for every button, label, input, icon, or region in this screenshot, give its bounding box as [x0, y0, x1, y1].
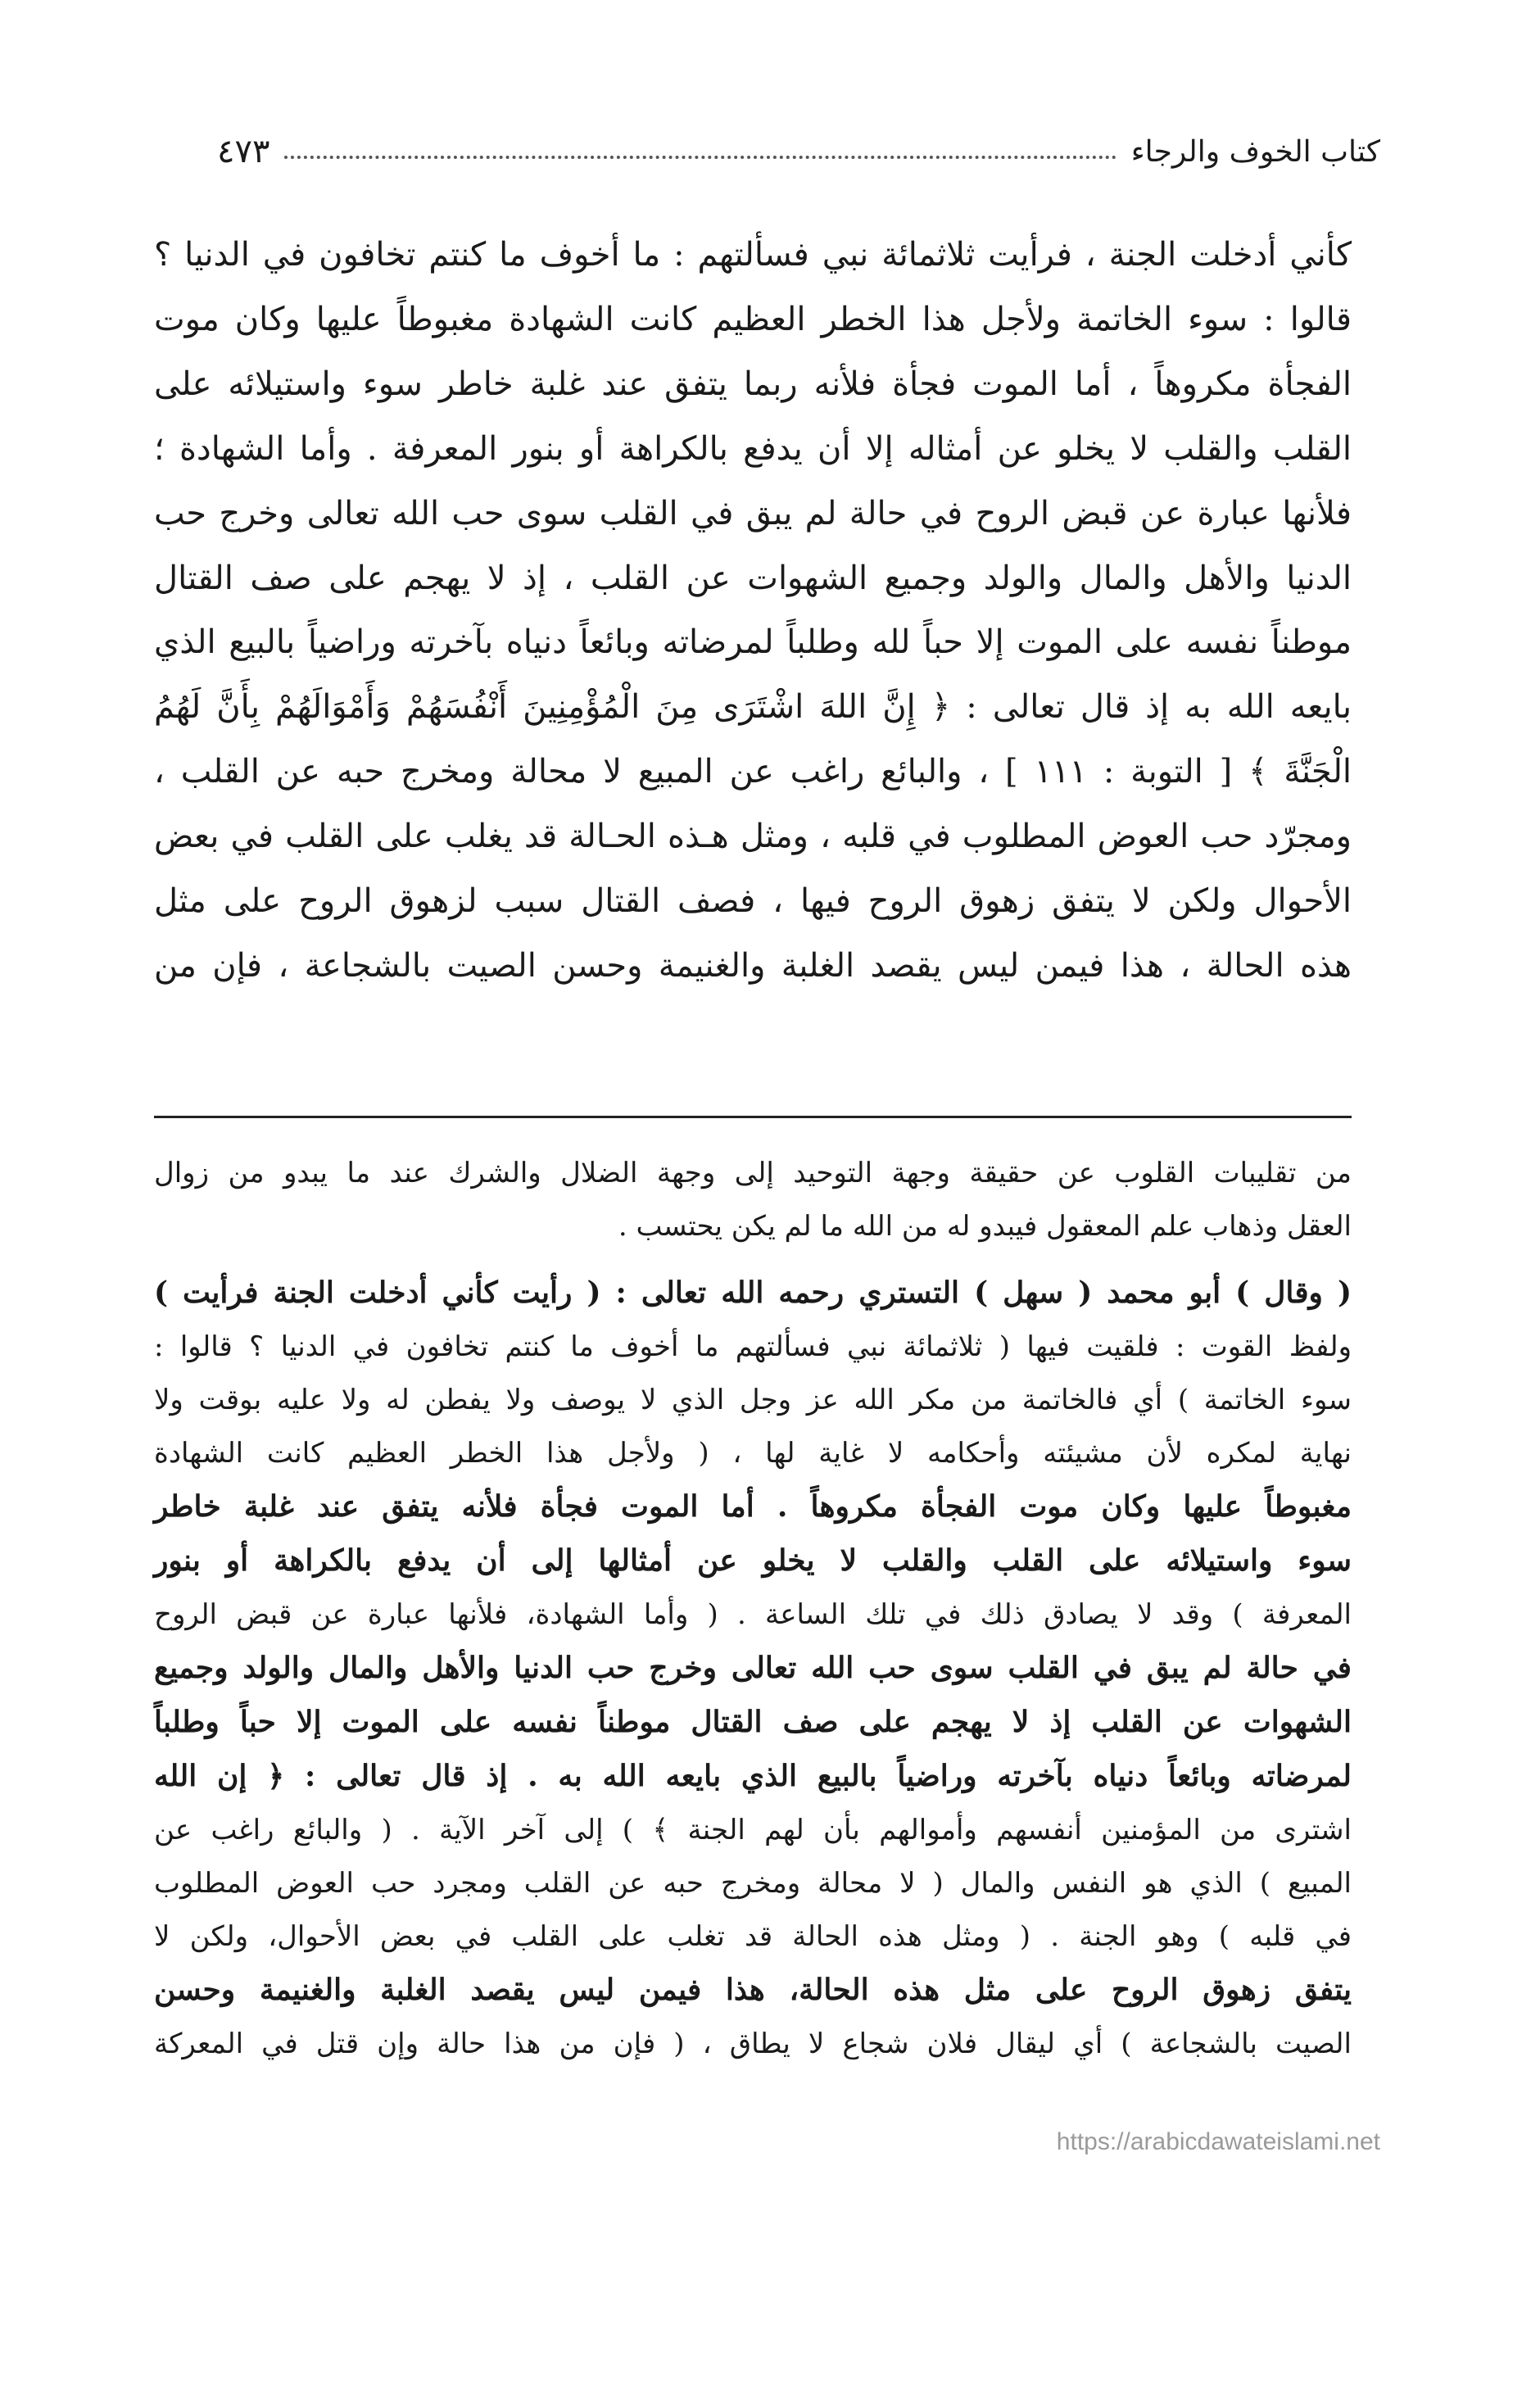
- main-line: فلأنها عبارة عن قبض الروح في حالة لم يبق في القلب سوى حب الله تعالى وخرج حب: [154, 494, 1352, 532]
- footnote-carry-line: من تقليبات القلوب عن حقيقة وجهة التوحيد إلى وجهة الضلال والشرك عند ما يبدو من زوال: [154, 1157, 1352, 1189]
- commentary-line: اشترى من المؤمنين أنفسهم وأموالهم بأن لهم الجنة ﴾ ) إلى آخر الآية . ( والبائع راغب عن: [154, 1814, 1352, 1846]
- main-line: القلب والقلب لا يخلو عن أمثاله إلا أن يدفع بالكراهة أو بنور المعرفة . وأما الشهادة ؛: [154, 429, 1352, 468]
- commentary-line: ( وقال ) أبو محمد ( سهل ) التستري رحمه الله تعالى : ( رأيت كأني أدخلت الجنة فرأيت ): [154, 1275, 1352, 1310]
- commentary-line: سوء واستيلائه على القلب والقلب لا يخلو عن أمثالها إلى أن يدفع بالكراهة أو بنور: [154, 1543, 1352, 1578]
- commentary-line: ولفظ القوت : فلقيت فيها ( ثلاثمائة نبي فسألتهم ما أخوف ما كنتم تخافون في الدنيا ؟ قالوا :: [154, 1330, 1352, 1363]
- commentary-line: لمرضاته وبائعاً دنياه بآخرته وراضياً بالبيع الذي بايعه الله به . إذ قال تعالى : ﴿ إن الله: [154, 1759, 1352, 1793]
- commentary-line: الصيت بالشجاعة ) أي ليقال فلان شجاع لا يطاق ، ( فإن من هذا حالة وإن قتل في المعركة: [154, 2027, 1352, 2060]
- commentary-line: الشهوات عن القلب إذ لا يهجم على صف القتال موطناً نفسه على الموت إلا حباً وطلباً: [154, 1705, 1352, 1739]
- page-number: ٤٧٣: [217, 133, 270, 170]
- commentary-line: يتفق زهوق الروح على مثل هذه الحالة، هذا فيمن ليس يقصد الغلبة والغنيمة وحسن: [154, 1973, 1352, 2007]
- commentary-section: [154, 1147, 1352, 2071]
- commentary-line: في حالة لم يبق في القلب سوى حب الله تعالى وخرج حب الدنيا والأهل والمال والولد وجميع: [154, 1651, 1352, 1685]
- commentary-line: المعرفة ) وقد لا يصادق ذلك في تلك الساعة . ( وأما الشهادة، فلأنها عبارة عن قبض الروح: [154, 1598, 1352, 1631]
- main-line: الفجأة مكروهاً ، أما الموت فجأة فلأنه ربما يتفق عند غلبة خاطر سوء واستيلائه على: [154, 365, 1352, 403]
- main-line: الأحوال ولكن لا يتفق زهوق الروح فيها ، فصف القتال سبب لزهوق الروح على مثل: [154, 882, 1352, 921]
- book-title: كتاب الخوف والرجاء: [1130, 134, 1380, 169]
- main-line: بايعه الله به إذ قال تعالى : ﴿ إِنَّ اللهَ اشْتَرَى مِنَ الْمُؤْمِنِينَ أَنْفُسَهُمْ وَأَمْوَالَهُمْ بِأَنَّ لَهُمُ: [154, 688, 1352, 727]
- commentary-line: مغبوطاً عليها وكان موت الفجأة مكروهاً . أما الموت فجأة فلأنه يتفق عند غلبة خاطر: [154, 1489, 1352, 1524]
- main-line: هذه الحالة ، هذا فيمن ليس يقصد الغلبة والغنيمة وحسن الصيت بالشجاعة ، فإن من: [154, 946, 1352, 985]
- main-line: الْجَنَّةَ ﴾ [ التوبة : ١١١ ] ، والبائع راغب عن المبيع لا محالة ومخرج حبه عن القلب ،: [154, 753, 1352, 791]
- commentary-line: المبيع ) الذي هو النفس والمال ( لا محالة ومخرج حبه عن القلب ومجرد حب العوض المطلوب: [154, 1867, 1352, 1900]
- main-line: الدنيا والأهل والمال والولد وجميع الشهوات عن القلب ، إذ لا يهجم على صف القتال: [154, 559, 1352, 597]
- footnote-divider: [154, 1116, 1352, 1118]
- main-line: موطناً نفسه على الموت إلا حباً لله وطلباً لمرضاته وبائعاً دنياه بآخرته وراضياً بالبيع الذي: [154, 623, 1352, 662]
- main-line: قالوا : سوء الخاتمة ولأجل هذا الخطر العظيم كانت الشهادة مغبوطاً عليها وكان موت: [154, 300, 1352, 338]
- commentary-line: سوء الخاتمة ) أي فالخاتمة من مكر الله عز وجل الذي لا يوصف ولا يفطن له ولا عليه بوقت ولا: [154, 1384, 1352, 1416]
- running-header: [217, 123, 1380, 180]
- commentary-line: في قلبه ) وهو الجنة . ( ومثل هذه الحالة قد تغلب على القلب في بعض الأحوال، ولكن لا: [154, 1920, 1352, 1953]
- main-line: ومجرّد حب العوض المطلوب في قلبه ، ومثل هـذه الحـالة قد يغلب على القلب في بعض: [154, 818, 1352, 856]
- header-dot-leader: [284, 144, 1116, 159]
- main-text: [154, 223, 1352, 999]
- footnote-carry-line: العقل وذهاب علم المعقول فيبدو له من الله ما لم يكن يحتسب .: [618, 1210, 1352, 1243]
- source-watermark: https://arabicdawateislami.net: [1056, 2128, 1380, 2155]
- main-line: كأني أدخلت الجنة ، فرأيت ثلاثمائة نبي فسألتهم : ما أخوف ما كنتم تخافون في الدنيا ؟: [154, 236, 1352, 274]
- commentary-line: نهاية لمكره لأن مشيئته وأحكامه لا غاية لها ، ( ولأجل هذا الخطر العظيم كانت الشهادة: [154, 1437, 1352, 1470]
